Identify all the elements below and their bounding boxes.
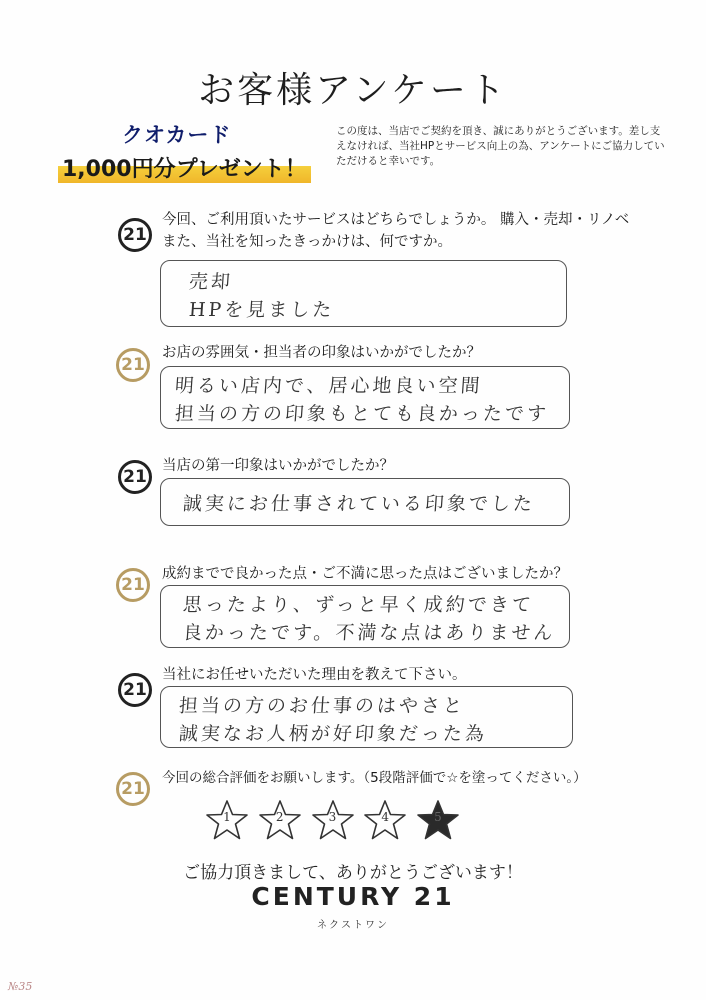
star-label: 4 bbox=[381, 810, 390, 824]
answer-box-2 bbox=[160, 366, 570, 429]
century21-logo-icon: 21 bbox=[116, 772, 150, 806]
thanks-message: ご協力頂きまして、ありがとうございます！ bbox=[183, 863, 523, 883]
question-4-text: 成約までで良かった点・ご不満に思った点はございましたか？ bbox=[162, 566, 568, 582]
star-5-filled[interactable] bbox=[416, 798, 460, 842]
century21-logo-icon: 21 bbox=[118, 460, 152, 494]
answer-4-line-1: 思ったより、ずっと早く成約できて bbox=[182, 594, 535, 616]
star-label: 3 bbox=[328, 810, 337, 824]
answer-2-line-1: 明るい店内で、居心地良い空間 bbox=[174, 375, 484, 397]
star-1[interactable] bbox=[205, 798, 249, 842]
century21-logo-icon: 21 bbox=[118, 673, 152, 707]
century21-logo-icon: 21 bbox=[118, 218, 152, 252]
answer-1-line-2: HPを見ました bbox=[188, 299, 336, 321]
answer-box-1 bbox=[160, 260, 567, 327]
intro-text: この度は、当店でご契約を頂き、誠にありがとうございます。差し支えなければ、当社HPとサービス向上の為、アンケートにご協力していただけると幸いです。 bbox=[336, 125, 665, 167]
answer-box-4 bbox=[160, 585, 570, 648]
question-3-text: 当店の第一印象はいかがでしたか？ bbox=[162, 458, 394, 474]
century21-logo-icon: 21 bbox=[116, 348, 150, 382]
answer-1-line-1: 売却 bbox=[188, 271, 234, 293]
star-rating[interactable] bbox=[205, 798, 460, 842]
brand-logo: CENTURY 21 bbox=[251, 882, 455, 911]
answer-box-3 bbox=[160, 478, 570, 526]
answer-2-line-2: 担当の方の印象もとても良かったです bbox=[174, 403, 550, 425]
star-4[interactable] bbox=[363, 798, 407, 842]
promo-line-2: 1,000円分プレゼント！ bbox=[58, 152, 311, 183]
answer-box-5 bbox=[160, 686, 573, 748]
brand-subtitle: ネクストワン bbox=[317, 920, 389, 931]
answer-5-line-1: 担当の方のお仕事のはやさと bbox=[178, 695, 466, 717]
star-label: 2 bbox=[275, 810, 284, 824]
page-number: №35 bbox=[8, 980, 33, 993]
answer-5-line-2: 誠実なお人柄が好印象だった為 bbox=[178, 723, 488, 745]
promo-line-1: クオカード bbox=[122, 123, 232, 147]
answer-3-line-1: 誠実にお仕事されている印象でした bbox=[182, 493, 536, 515]
page-title: お客様アンケート bbox=[198, 70, 508, 111]
rating-question-text: 今回の総合評価をお願いします。（5段階評価で☆を塗ってください。） bbox=[162, 770, 587, 786]
star-label: 1 bbox=[223, 810, 231, 824]
century21-logo-icon: 21 bbox=[116, 568, 150, 602]
star-3[interactable] bbox=[311, 798, 355, 842]
star-label: 5 bbox=[434, 810, 442, 824]
question-1-text: 今回、ご利用頂いたサービスはどちらでしょうか。 購入・売却・リノベ また、当社を知ったきっかけは、何ですか。 bbox=[162, 212, 630, 250]
star-2[interactable] bbox=[258, 798, 302, 842]
answer-4-line-2: 良かったです。不満な点はありません bbox=[182, 622, 557, 644]
question-2-text: お店の雰囲気・担当者の印象はいかがでしたか？ bbox=[162, 345, 481, 361]
question-5-text: 当社にお任せいただいた理由を教えて下さい。 bbox=[162, 667, 467, 683]
